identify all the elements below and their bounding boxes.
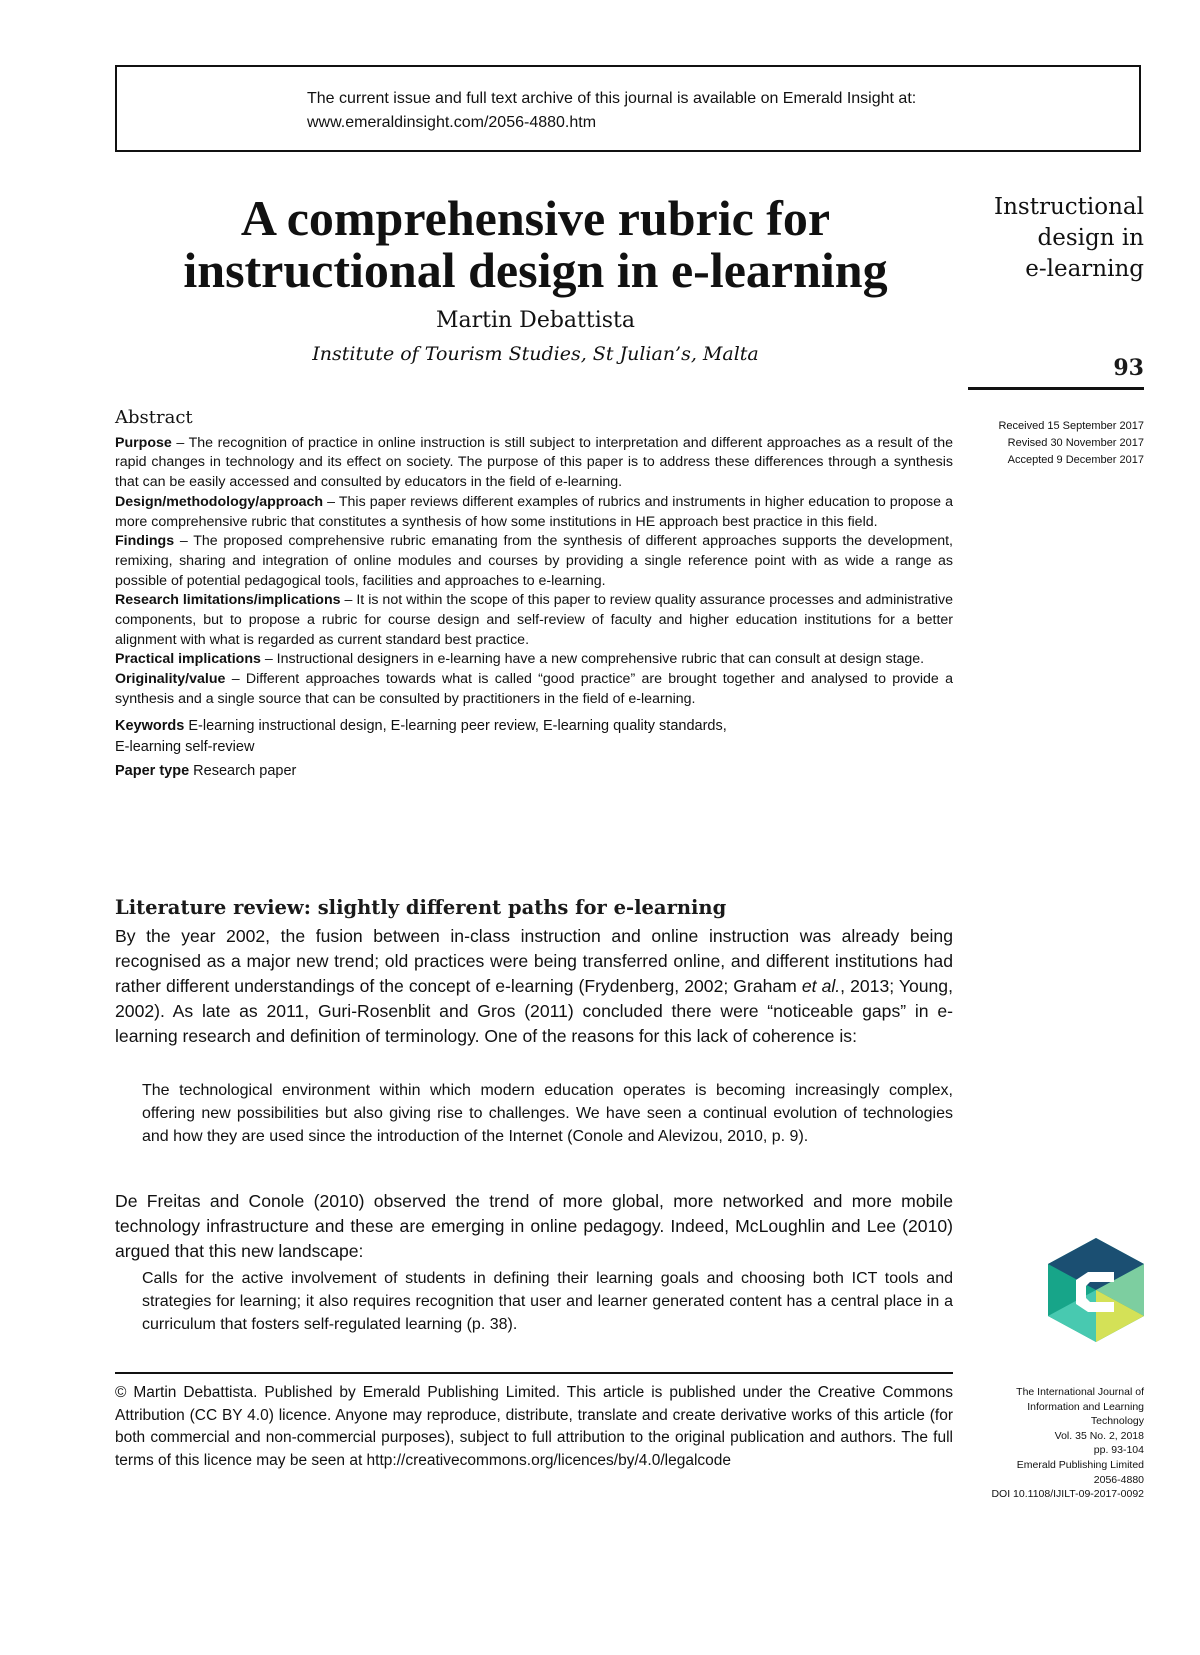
practical-text: – Instructional designers in e-learning have a new comprehensive rubric that can consult at design stage.: [260, 651, 925, 668]
abstract-heading: Abstract: [115, 407, 193, 428]
abstract-findings: [115, 532, 953, 591]
page-number: 93: [1113, 355, 1144, 381]
keywords-text: E-learning instructional design, E-learning peer review, E-learning quality standards,: [184, 717, 727, 734]
article-dates: [998, 418, 1144, 469]
block-quote-2: Calls for the active involvement of students in defining their learning goals and choosing both ICT tools and strategies for learning; it also requires recognition that user and learner generated content has a central place in a curriculum that fosters self-regulated learning (p. 38).: [142, 1270, 953, 1333]
abstract-originality: [115, 670, 953, 709]
abstract-limitations: [115, 591, 953, 650]
journal-publisher: Emerald Publishing Limited: [1016, 1458, 1144, 1471]
para1-etal: et al.: [801, 976, 841, 996]
body-paragraph-2: De Freitas and Conole (2010) observed the trend of more global, more networked and more mobile technology infrastructure and these are emerging in online pedagogy. Indeed, McLoughlin and Lee (2010) argued that this new landscape:: [115, 1191, 953, 1261]
title-line-1: A comprehensive rubric for: [240, 190, 831, 246]
margin-rule: [968, 387, 1144, 390]
title-line-2: instructional design in e-learning: [183, 242, 888, 298]
date-received: Received 15 September 2017: [998, 420, 1144, 432]
running-title-line-2: design in: [1037, 225, 1144, 251]
limitations-label: Research limitations/implications: [115, 592, 341, 609]
date-accepted: Accepted 9 December 2017: [1007, 454, 1144, 466]
abstract-design: [115, 493, 953, 532]
journal-name-2: Information and Learning: [1027, 1400, 1144, 1413]
findings-text: – The proposed comprehensive rubric emanating from the synthesis of different approaches supports the development, remixing, sharing and integration of online modules and courses by providing a single reference point with as wide a range as possible of potential pedagogical tools, facilities and approaches to e-learning.: [115, 533, 953, 589]
journal-access-banner: [115, 65, 1141, 152]
journal-name-1: The International Journal of: [1016, 1386, 1144, 1398]
journal-info: [991, 1385, 1144, 1502]
section-heading: Literature review: slightly different paths for e-learning: [115, 896, 727, 919]
paper-type-label: Paper type: [115, 762, 190, 779]
keywords-label: Keywords: [115, 717, 185, 734]
para1-part-b: , 2013; Young, 2002). As late as 2011, Guri-Rosenblit and Gros (2011) concluded there were “noticeable gaps” in e-learning research and definition of terminology. One of the reasons for this lack of coherence is:: [115, 976, 953, 1046]
article-title: [118, 192, 953, 296]
design-text: – This paper reviews different examples of rubrics and instruments in higher education to propose a more comprehensive rubric that constitutes a synthesis of how some institutions in HE approach best practice in this field.: [115, 493, 953, 530]
journal-name-3: Technology: [1090, 1415, 1144, 1428]
originality-label: Originality/value: [115, 671, 226, 688]
journal-doi[interactable]: DOI 10.1108/IJILT-09-2017-0092: [991, 1488, 1144, 1501]
purpose-text: – The recognition of practice in online instruction is still subject to interpretation and different approaches as a result of the rapid changes in technology and its effect on society. The purpose of this paper is to address these differences through a synthesis that can be easily accessed and consulted by educators in the field of e-learning.: [115, 434, 953, 491]
abstract-purpose: [115, 434, 953, 493]
date-revised: Revised 30 November 2017: [1007, 437, 1144, 449]
journal-volume: Vol. 35 No. 2, 2018: [1054, 1429, 1144, 1442]
banner-link[interactable]: www.emeraldinsight.com/2056-4880.htm: [307, 114, 597, 131]
keywords: [115, 716, 953, 758]
limitations-text: – It is not within the scope of this paper to review quality assurance processes and administrative components, but to propose a rubric for course design and self-review of faculty and higher education institutions for a better alignment with what is regarded as current standard best practice.: [115, 592, 953, 648]
findings-label: Findings: [115, 533, 175, 550]
paper-type-text: Research paper: [189, 762, 297, 779]
author-affiliation: Institute of Tourism Studies, St Julian’s, Malta: [312, 343, 759, 365]
originality-text: – Different approaches towards what is called “good practice” are brought together and analysed to provide a synthesis and a single source that can be consulted by practitioners in the field of e-learning.: [115, 671, 953, 707]
abstract: [115, 408, 953, 781]
author-name: Martin Debattista: [435, 308, 636, 333]
paper-type: [115, 762, 953, 782]
purpose-label: Purpose: [115, 434, 172, 451]
para1-part-a: By the year 2002, the fusion between in-class instruction and online instruction was already being recognised as a major new trend; old practices were being transferred online, and different institutions had rather different understandings of the concept of e-learning (Frydenberg, 2002; Graham: [115, 926, 953, 996]
running-title-line-1: Instructional: [994, 194, 1144, 220]
abstract-practical: [115, 650, 953, 670]
practical-label: Practical implications: [115, 651, 261, 668]
design-label: Design/methodology/approach: [115, 493, 324, 510]
body-paragraph-1: [115, 924, 953, 1049]
keywords-text-2: E-learning self-review: [115, 738, 255, 755]
license-notice: © Martin Debattista. Published by Emerald Publishing Limited. This article is published under the Creative Commons Attribution (CC BY 4.0) licence. Anyone may reproduce, distribute, translate and create derivative works of this article (for both commercial and non-commercial purposes), subject to full attribution to the original publication and authors. The full terms of this licence may be seen at http://creativecommons.org/licences/by/4.0/legalcode: [115, 1372, 953, 1472]
banner-text: [307, 87, 916, 135]
journal-pages: pp. 93-104: [1093, 1444, 1144, 1457]
block-quote-1: The technological environment within which modern education operates is becoming increasingly complex, offering new possibilities but also giving rise to challenges. We have seen a continual evolution of technologies and how they are used since the introduction of the Internet (Conole and Alevizou, 2010, p. 9).: [142, 1082, 953, 1145]
banner-line-1: The current issue and full text archive of this journal is available on Emerald Insight at:: [307, 90, 917, 107]
running-title: [994, 192, 1144, 285]
emerald-logo-icon: [1048, 1238, 1144, 1342]
journal-issn: 2056-4880: [1093, 1473, 1144, 1486]
running-title-line-3: e-learning: [1025, 256, 1144, 282]
